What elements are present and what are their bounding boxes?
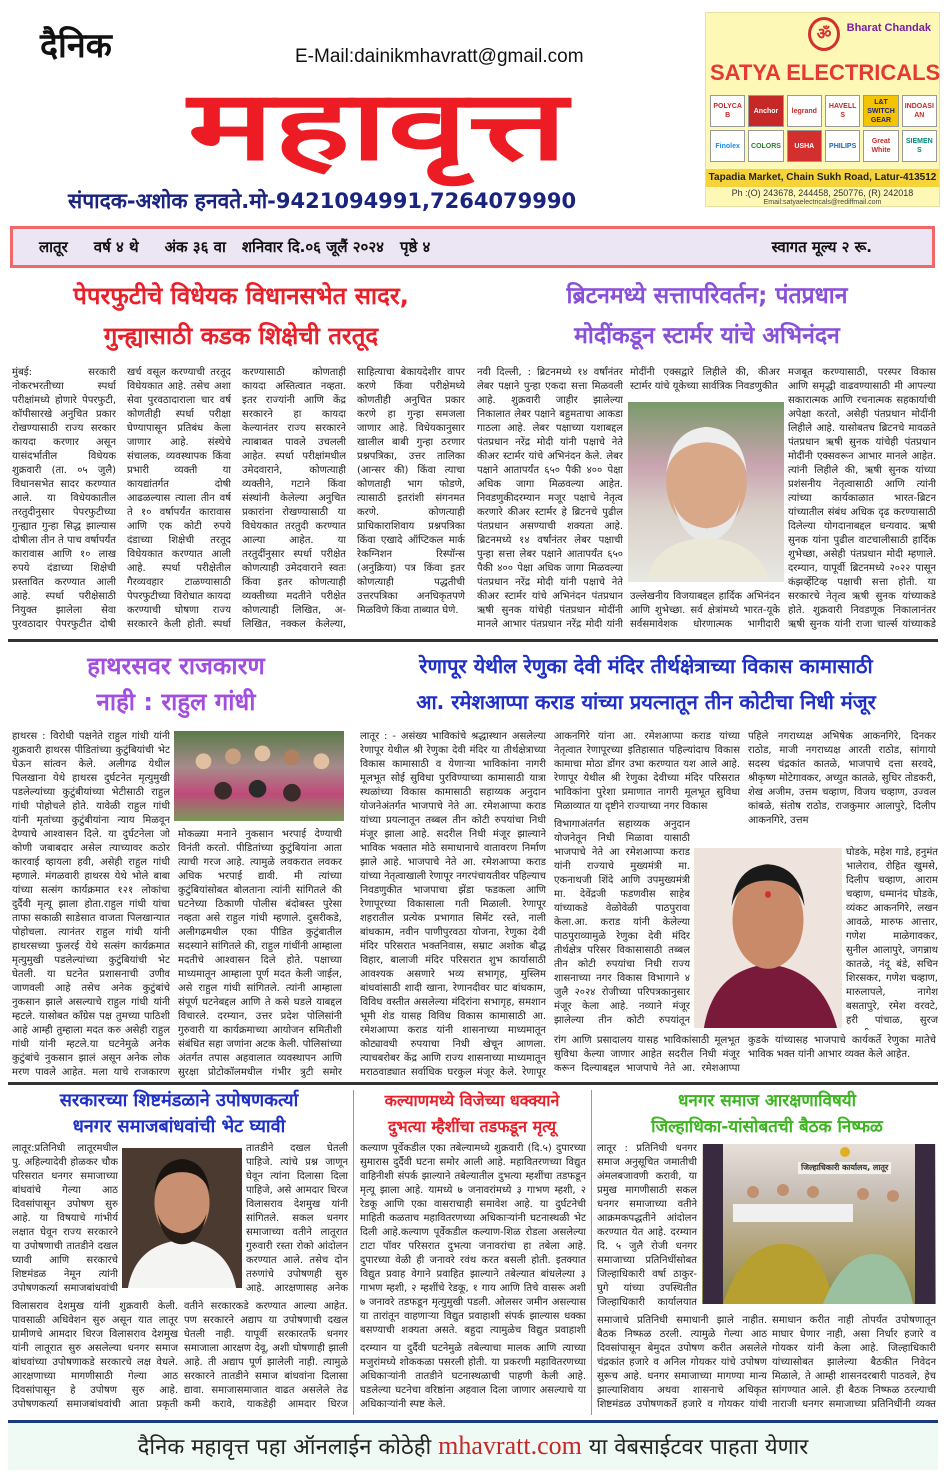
article-column: लातूर : प्रतिनिधी धनगर समाज अनुसूचित जमातीची अंमलबजावणी करावी, या प्रमुख मागणीसाठी सकल धनगर समाजाच्या वतीने आक्रमकपद्धतीने आंदोलन करण्यात येत आहे. दरम्यान दि. ५ जुलै रोजी धनगर समाजाच्या प्रतिनिधींसोबत जिल्हाधिकारी वर्षा ठाकुर-घुगे यांच्या उपस्थितीत जिल्हाधिकारी कार्यालयात: [597, 1143, 697, 1308]
article-column: मुंबई: सरकारी नोकरभरतीच्या स्पर्धा परीक्षांमध्ये होणारे पेपरफुटी, कॉपीसारखे अनुचित प्रकार रोखण्यासाठी राज्य सरकार कायदा करणार असून यासंदर्भातील विधेयक शुक्रवारी (ता. ०५ जुलै) विधानसभेत सादर करण्यात आले. या विधेयकातील तरतुदीनुसार पेपरफुटीच्या गुन्ह्यात गुन्हा सिद्ध झाल्यास दोषीला तीन ते पाच वर्षापर्यंत कारावास आणि १० लाख रुपये दंडाच्या शिक्षेची प्रस्तावित करण्यात आली आहे. स्पर्धा परीक्षेसाठी नियुक्त झालेला सेवा पुरवठादार पेपरफुटीत दोषी: [12, 367, 116, 630]
headline-renapur: [352, 648, 940, 720]
photo-rahul-gandhi-meeting: [174, 731, 344, 821]
masthead-email[interactable]: E-Mail:dainikmhavratt@gmail.com: [295, 46, 584, 67]
photo-banner-text: जिल्हाधिकारी कार्यालय, लातूर: [798, 1162, 891, 1174]
brand-logo: INDOASIAN: [902, 95, 937, 127]
article-column: विलासराव देशमुख यांनी शुक्रवारी केली. पावसाळी अधिवेशन सुरु असून यात लातूर ग्रामीणचे आमदार धिरज विलासराव देशमुख यांनी लातूरात सुरु असलेल्या धनगर समाज बांधवांच्या उपोषणाकडे सरकारचे लक्ष वेधले. आरक्षणाच्या मागणीसाठी गेल्या आठ दिवसांपासून हे उपोषण सुरु आहे. उपोषणकर्त्या समाजबांधवांची आता प्रकृती: [12, 1301, 178, 1410]
brand-logo: L&T SWITCHGEAR: [863, 95, 898, 127]
brand-logo: SIEMENS: [902, 130, 937, 162]
section-divider: [8, 639, 938, 642]
article-column: समाधान करीत नाही तोपर्यंत उपोषणातून माघार घेणार नाही, असा निर्धार हजारे व गोयकर यांनी केला आहे. जिल्हाधिकारी यांच्यासोबत झालेल्या बैठकीत निवेदन मिळाले, ते आम्ही शासनदरबारी पाठवले, हेच सांगण्यात आले. ही बैठक निष्फळ ठरल्याची नाराजी धनगर समाजाच्या प्रतिनिधींनी व्यक्त: [772, 1315, 936, 1410]
article-column: मोकळ्या मनाने नुकसान भरपाई देण्याची विनंती करतो. पीडितांच्या कुटुंबियांना आता त्याची गरज आहे. त्यामुळे लवकरात लवकर अधिक भरपाई द्यावी. मी त्यांच्या कुटुंबियांसोबत बोलताना त्यांनी सांगितले की घटनेच्या ठिकाणी पोलीस बंदोबस्त पुरेसा नव्हता असे राहुल गांधी म्हणाले. दुसरीकडे, अलीगढमधील एका पीडित कुटुंबातील सदस्याने सांगितले की, राहुल गांधींनी आम्हाला मदतीचे आश्वासन दिले होते. पक्षाच्या माध्यमातून आम्हाला पूर्ण मदत केली जाईल, असे राहुल गांधी सांगितले. त्यांनी आम्हाला संपूर्ण घटनेबद्दल आणि ते कसे घडले याबद्दल विचारले. दरम्यान, उत्तर प्रदेश पोलिसांनी गुरुवारी या कार्यक्रमाच्या आयोजन समितीशी संबंधित सहा जणांना अटक केली. पोलिसांच्या अंतर्गत तपास अहवालात व्यवस्थापन आणि सुरक्षा प्रोटोकॉलमधील गंभीर त्रुटी समोर: [178, 829, 342, 1078]
headline-line: धनगर समाज आरक्षणाविषयी: [677, 1091, 857, 1111]
photo-collector-meeting: [702, 1144, 936, 1304]
issue-city: लातूर: [39, 238, 68, 256]
article-column: मोदींनी एक्सद्वारे लिहीले की, कीअर स्टार्मर यांचे यूकेच्या सार्वत्रिक निवडणुकीत: [630, 367, 780, 392]
column-divider: [591, 1090, 592, 1415]
article-column: मजबूत करण्यासाठी, परस्पर विकास आणि समृद्धी वाढवण्यासाठी मी आपल्या सकारात्मक आणि रचनात्मक सहकार्याची अपेक्षा करतो, असेही पंतप्रधान मोदींनी लिहीले आहे. यासोबतच ब्रिटनचे मावळते पंतप्रधान ऋषी सुनक यांचेही पंतप्रधान मोदींनी एक्सवरून आभार मानले आहेत. त्यांनी लिहीले की, ऋषी सुनक यांच्या प्रशंसनीय नेतृत्वासाठी आणि त्यांनी त्यांच्या कार्यकाळात भारत-ब्रिटन यांच्यातील संबंध अधिक दृढ करण्यासाठी दिलेल्या योगदानाबद्दल धन्यवाद. ऋषी सुनक यांना पुढील वाटचालीसाठी हार्दिक शुभेच्छा, असेही पंतप्रधान मोदी म्हणाले. दरम्यान, यापूर्वी ब्रिटनमध्ये २०२२ पासून कंझर्व्हेटिव्ह पक्षाची सत्ता होती. या सरकारचे नेतृत्व ऋषी सुनक यांच्याकडे होते. शुक्रवारी निवडणूक निकालानंतर ऋषी सुनक यांनी राजा चार्ल्स यांच्याकडे: [788, 367, 936, 630]
issue-pages: पृष्ठे ४: [399, 238, 431, 256]
headline-hathras: [10, 648, 342, 720]
issue-year: वर्ष ४ थे: [93, 238, 139, 256]
article-column: लातूर : - असंख्य भाविकांचे श्रद्धास्थान असलेल्या रेणापूर येथील श्री रेणुका देवी मंदिर या तीर्थक्षेत्राच्या विकास कामासाठी व येणाऱ्या भाविकांना नागरी मूलभूत सोई सुविधा पुरविण्याच्या कामासाठी यात्रा स्थळांच्या विकास कामासाठी सहाय्यक अनुदान योजनेअंतर्गत भाजपाचे नेते आ. रमेशआप्पा कराड यांच्या प्रयत्नातून तब्बल तीन कोटी रुपयांचा निधी मंजूर झाला आहे. सदरील निधी मंजूर झाल्याने भाविक भक्तात मोठे समाधानाचे वातावरण निर्माण झाले आहे. भाजपाचे नेते आ. रमेशआप्पा कराड यांच्या नेतृत्वाखाली रेणापूर नगरपंचायतीवर पहिल्याच निवडणुकीत भाजपाचा झेंडा फडकला आणि रेणापूरच्या विकासाला गती मिळाली. रेणापूर शहरातील प्रत्येक प्रभागात सिमेंट रस्ते, नाली बांधकाम, नवीन पाणीपुरवठा योजना, रेणुका देवी मंदिर परिसरात भक्तनिवास, सम्राट अशोक बौद्ध विहार, बालाजी मंदिर परिसरात शुभ कार्यासाठी आवश्यक असणारे भव्य सभागृह, मुस्लिम बांधवांसाठी शादी खाना, रेणानदीवर घाट बांधकाम, विविध वस्तीत असलेल्या मंदिरांना सभागृह, समशान भूमी शेड यासह विविध विकास कामासाठी आ. रमेशआप्पा कराड यांनी शासनाच्या माध्यमातून कोट्यावधी रुपयाचा निधी खेचून आणला. त्याचबरोबर केंद्र आणि राज्य शासनाच्या माध्यमातून मराठवाड्यात सर्वाधिक घरकुल मंजूर केले. रेणापूर: [360, 731, 546, 1078]
headline-line: पेपरफुटीचे विधेयक विधानसभेत सादर,: [73, 282, 409, 310]
headline-line: आ. रमेशआप्पा कराड यांच्या प्रयत्नातून तीन कोटीचा निधी मंजूर: [416, 690, 876, 714]
brand-logo: POLYCAB: [710, 95, 745, 127]
newspaper-logo-text: महावृत्त: [187, 70, 568, 182]
ad-phone: Ph :(O) 243678, 244458, 250776, (R) 242018: [731, 188, 914, 198]
article-column: कुडके यांच्यासह भाजपाचे कार्यकर्ते रेणुका मातेचे भाविक भक्त यांनी आभार व्यक्त केले आहेत.: [748, 1035, 936, 1060]
headline-britain: [476, 276, 938, 356]
headline-dhangar-meeting: [594, 1088, 940, 1140]
footer-text-before: दैनिक महावृत्त पहा ऑनलाईन कोठेही: [137, 1435, 432, 1460]
article-column: हाथरस : विरोधी पक्षनेते राहुल गांधी यांनी शुक्रवारी हाथरस पीडितांच्या कुटुंबियांची भेट घेऊन सांत्वन केले. अलीगढ येथील पिलखाना येथे हाथरस दुर्घटनेत मृत्युमुखी पडलेल्यांच्या कुटुंबीयांच्या भेटीसाठी राहुल गांधी पोहोचले होते. यावेळी राहुल गांधी यांनी मृतांच्या कुटुंबीयांना न्याय मिळवून देण्याचे आश्वासन दिले. या दुर्घटनेला जो कोणी जबाबदार असेल त्याच्यावर कठोर कारवाई व्हायला हवी, असेही राहुल गांधी म्हणाले. मंगळवारी हाथरस येथे भोले बाबा यांच्या सत्संग कार्यक्रमात १२१ लोकांचा दुर्दैवी मृत्यू झाला होता.राहुल गांधी यांचा ताफा सकाळी साडेसात वाजता पिलखान्यात पोहोचला. त्यानंतर राहुल गांधी यांनी हाथरसच्या फुलरई येथे सत्संग कार्यक्रमात मृत्युमुखी पडलेल्यांच्या कुटुंबियांची भेट घेतली. या घटनेत प्रशासनाची उणीव जाणवली आहे तसेच अनेक कुटुंबांचे नुकसान झाले असल्याचे राहुल गांधी यांनी म्हटले. यासोबत काँग्रेस पक्ष तुमच्या पाठिशी आहे आम्ही तुम्हाला मदत करु असेही राहुल गांधी यांनी म्हटले.या घटनेमुळे अनेक कुटुंबांचे नुकसान झालं असून अनेक लोक मरण पावले आहेत. मला याचे राजकारण: [12, 731, 170, 1078]
ad-address: Tapadia Market, Chain Sukh Road, Latur-413512: [706, 169, 939, 187]
article-column: पहिले नगराध्यक्ष अभिषेक आकनगिरे, दिनकर राठोड, माजी नगराध्यक्ष आरती राठोड, सांगायो सदस्य चंद्रकांत कातळे, भाजपाचे दत्ता सरवदे, श्रीकृष्ण मोटेगावकर, अच्युत कातळे, सुधिर तोडकरी, शेख अजीम, उत्तम चव्हाण, विजय चव्हाण, उज्वल कांबळे, संतोष राठोड, राजकुमार आलापुरे, दिलीप आकनगिरे, उत्तम: [748, 731, 936, 826]
headline-line: मोदींकडून स्टार्मर यांचे अभिनंदन: [574, 323, 840, 349]
footer-text-after: या वेबसाईटवर पाहता येणार: [588, 1435, 809, 1460]
headline-line: सरकारच्या शिष्टमंडळाने उपोषणकर्त्या: [59, 1090, 299, 1111]
advertisement-satya-electricals: [705, 12, 940, 207]
article-column: दरम्यान या दुर्दैवी घटनेमुळे तबेल्याचा मालक आणि त्याच्या मजुरांमध्ये शोककळा पसरली होती. या प्रकरणी महावितरणच्या अधिकाऱ्यांनी तातडीने घटनास्थळाची पाहणी केली आहे. घडलेल्या घटनेचा वरिष्ठांना अहवाल दिला जाणार असल्याचे या अधिकाऱ्यांनी स्पष्ट केले.: [360, 1343, 586, 1410]
headline-line: रेणापूर येथील रेणुका देवी मंदिर तीर्थक्षेत्राच्या विकास कामासाठी: [419, 654, 873, 678]
photo-rameshappa-karad: [694, 848, 842, 1028]
headline-line: ब्रिटनमध्ये सत्तापरिवर्तन; पंतप्रधान: [566, 283, 848, 309]
issue-info-bar: [10, 226, 935, 268]
headline-dhangar-delegation: [8, 1088, 350, 1140]
website-link[interactable]: mhavratt.com: [438, 1431, 582, 1460]
footer-banner: [8, 1420, 938, 1470]
brand-logo: Anchor: [748, 95, 783, 127]
article-column: समाजाचे प्रतिनिधी समाधानी झाले नाहीत. बैठक निष्फळ ठरली. त्यामुळे गेल्या आठ दिवसांपासून बेमुदत उपोषण करीत असलेले चंद्रकांत हजारे व अनिल गोयकर यांचे उपोषण सुरूच आहे. धनगर समाजाच्या मागण्या मान्य झाल्याशिवाय अथवा शासनाचे अधिकृत शिष्टमंडळ उपोषणकर्ते हजारे व गोयकर यांची: [597, 1315, 767, 1410]
brand-logo: HAVELLS: [825, 95, 860, 127]
brand-logo: Great White: [863, 130, 898, 162]
headline-line: दुभत्या म्हैशींचा तडफडून मृत्यू: [387, 1117, 557, 1136]
om-emblem-icon: ॐ: [808, 17, 840, 51]
brand-logo: legrand: [787, 95, 822, 127]
article-column: रांग आणि प्रसादालय यासह भाविकांसाठी मूलभूत सुविधा केल्या जाणार आहेत सदरील निधी मंजूर करून दिल्याबद्दल भाजपाचे नेते आ. रमेशआप्पा: [554, 1035, 740, 1074]
ad-email: Email:satyaelectricals@rediffmail.com: [763, 199, 882, 206]
section-divider: [8, 1082, 938, 1085]
headline-line: धनगर समाजबांधवांची भेट घ्यावी: [72, 1116, 286, 1137]
ad-business-name: SATYA ELECTRICALS: [710, 60, 941, 85]
article-column: वतीने सरकारकडे करण्यात आल्या आहेत. पण सरकारने अद्याप या उपोषणाची दखल घेतली नाही. यापूर्वी सरकारतर्फे धनगर समाजाला आरक्षण देवू, अशी घोषणाही झाली आहे. ती अद्याप पूर्ण झालेली नाही. त्यामुळे सरकारने तातडीने समाज बांधवांना दिलासा द्यावा. समाजासमाजात वाढत असलेले तेढ कमी करावे, याकडेही आमदार धिरज: [184, 1301, 348, 1410]
headline-paper-leak: [10, 276, 472, 356]
brand-logo: Finolex: [710, 130, 745, 162]
article-column: लातूर:प्रतिनिधी लातूरमधील पु. अहिल्यादेवी होळकर चौक परिसरात धनगर समाजाच्या बांधवांचे गेल्या आठ दिवसांपासून उपोषण सुरु आहे. या विषयाचे गांभीर्य लक्षात घेवून राज्य सरकारने या उपोषणाची तातडीने दखल घ्यावी आणि सरकारचे शिष्टमंडळ नेमून त्यांनी उपोषणकर्त्या समाजबांधवांची: [12, 1143, 118, 1294]
portrait-illustration: [122, 1148, 242, 1288]
article-column: नवी दिल्ली, : ब्रिटनमध्ये १४ वर्षांनंतर लेबर पक्षाने पुन्हा एकदा सत्ता मिळवली आहे. शुक्रवारी जाहीर झालेल्या निकालात लेबर पक्षाने बहुमताचा आकडा गाठला आहे. लेबर पक्षाच्या यशाबद्दल पंतप्रधान नरेंद्र मोदी यांनी पक्षाचे नेते कीअर स्टार्मर यांचे अभिनंदन केले. लेबर पक्षाने आतापर्यंत ६५० पैकी ४०० पेक्षा अधिक जागा मिळवल्या आहेत. निवडणुकीदरम्यान मजूर पक्षाचे नेतृत्व करणारे कीअर स्टार्मर हे ब्रिटनचे पुढील पंतप्रधान असण्याची शक्यता आहे. ब्रिटनमध्ये १४ वर्षांनंतर लेबर पक्षाची पुन्हा सत्ता लेबर पक्षाने आतापर्यंत ६५० पैकी ४०० पेक्षा अधिक जागा मिळवल्या पंतप्रधान नरेंद्र मोदी यांनी पक्षाचे नेते कीअर स्टार्मर यांचे अभिनंदन पंतप्रधान ऋषी सुनक यांचेही पंतप्रधान मोदींनी मानले आभार पंतप्रधान नरेंद्र मोदी यांनी: [477, 367, 623, 630]
brand-logo: COLORS: [748, 130, 783, 162]
article-column: विभागाअंतर्गत सहाय्यक अनुदान योजनेतून निधी मिळावा यासाठी भाजपाचे नेते आ रमेशआप्पा कराड यांनी राज्याचे मुख्यमंत्री मा. एकनाथजी शिंदे आणि उपमुख्यमंत्री मा. देवेंद्रजी फडणवीस साहेब यांच्याकडे वेळोवेळी पाठपुरावा केला.आ. कराड यांनी केलेल्या पाठपुराव्यामुळे रेणुका देवी मंदिर तीर्थक्षेत्र परिसर विकासासाठी तब्बल तीन कोटी रुपयांचा निधी राज्य शासनाच्या नगर विकास विभागाने ४ जुलै २०२४ रोजीच्या परिपत्रकानुसार मंजूर केला आहे. नव्याने मंजूर झालेल्या तीन कोटी रुपयांतून: [554, 819, 690, 1026]
headline-line: हाथरसवर राजकारण: [87, 652, 265, 680]
headline-kalyan: [356, 1088, 588, 1140]
editor-line: संपादक-अशोक हनवते.मो-9421094991,7264079990: [68, 189, 577, 213]
issue-price: स्वागत मूल्य २ रू.: [771, 238, 872, 256]
issue-date: शनिवार दि.०६ जूलैं २०२४: [241, 238, 384, 256]
portrait-illustration: [628, 402, 784, 582]
article-column: उल्लेखनीय विजयाबद्दल हार्दिक अभिनंदन आणि शुभेच्छा. सर्व क्षेत्रांमध्ये भारत-यूके सर्वसमावेशक धोरणात्मक भागीदारी: [630, 591, 780, 630]
article-column: घोडके, महेश गाडे, हनुमंत भालेराव, रोहित खुमसे, दिलीप चव्हाण, आराम चव्हाण, धम्मानंद घोडके, व्यंकट आकनगिरे, लखन आवळे, मारुफ आत्तार, गणेश माळेगावकर, सुनील आलापुरे, जगन्नाथ कातळे, नंदू बंडे, सचिन शिरसकर, गणेश चव्हाण, मारुलापले, नागेश बसतापुरे, रमेश वरवटे, हरी पांचाळ, सुरज: [846, 847, 938, 1026]
ad-brand-grid: [710, 95, 937, 162]
article-column: करण्यासाठी कोणताही कायदा अस्तित्वात नव्हता. इतर राज्यांनी आणि केंद्र सरकारने हा कायदा केल्यानंतर राज्य सरकारने त्याबाबत पावले उचलली आहेत. स्पर्धा परीक्षांमधील उमेदवाराने, कोणत्याही व्यक्तीने, गटाने किंवा संस्थांनी केलेल्या अनुचित प्रकारांना रोखण्यासाठी या विधेयकात तरतुदी करण्यात आल्या आहेत. या तरतुदींनुसार स्पर्धा परीक्षेत कोणत्याही उमेदवाराने स्वतः किंवा इतर कोणत्याही व्यक्तीच्या मदतीने परीक्षेत कोणत्याही लिखित, अ-लिखित, नक्कल केलेल्या,: [242, 367, 346, 630]
article-column: कल्याण पूर्वेकडील एका तबेल्यामध्ये शुक्रवारी (दि.५) दुपारच्या सुमारास दुर्दैवी घटना समोर आली आहे. महावितरणच्या विद्युत वाहिनीशी संपर्क झाल्याने तबेल्यातील दुभत्या म्हशींचा तडफडून मृत्यू झाला आहे. यामध्ये ७ जनावरांमध्ये ३ गाभण म्हशी, २ रेडकू आणि एका वासराचाही समावेश आहे. या दुर्घटनेची माहिती कळताच महावितरणच्या अधिकाऱ्यांनी घटनास्थळी भेट दिली आहे.कल्याण पूर्वेकडील कल्याण-शिळ रोडला असलेल्या टाटा पॉवर परिसरात दुभत्या जनावरांचा हा तबेला आहे. दुपारच्या वेळी ही जनावरे रवंथ करत बसली होती. इतक्यात विद्युत प्रवाह वेगाने प्रवाहित झाल्याने तबेल्यात बांधलेल्या ३ गाभण म्हशी, २ म्हशींचे रेडकू, १ गाय आणि तिचे वासरू अशी ७ जनावरे तडफडून मृत्युमुखी पडली. ओलसर जमीन असल्यास या तारांतून वाहणाऱ्या विद्युत प्रवाहाशी संपर्क झाल्यास धक्का बसण्याची शक्यता असते. बहुदा त्यामुळेच विद्युत प्रवाहाशी: [360, 1143, 586, 1336]
article-column: साहित्याचा बेकायदेशीर वापर करणे किंवा परीक्षेमध्ये कोणतीही अनुचित प्रकार करणे हा गुन्हा समजला जाणार आहे. विधेयकानुसार खालील बाबी गुन्हा ठरणार प्रश्नपत्रिका, उत्तर तालिका (आन्सर की) किंवा त्याचा कोणताही भाग फोडणे, त्यासाठी इतरांशी संगनमत करणे. कोणत्याही प्राधिकाराशिवाय प्रश्नपत्रिका किंवा एखादे ऑप्टिकल मार्क रेकग्निशन रिस्पॉन्स (अनुक्रिया) पत्र किंवा इतर कोणत्याही पद्धतीची उत्तरपत्रिका अनधिकृतपणे मिळविणे किंवा ताब्यात घेणे.: [357, 367, 465, 616]
headline-line: नाही : राहुल गांधी: [96, 688, 256, 716]
headline-line: कल्याणमध्ये विजेच्या धक्क्याने: [384, 1091, 560, 1110]
article-column: आकनगिरे यांना आ. रमेशआप्पा कराड यांच्या नेतृत्वात रेणापूरच्या इतिहासात पहिल्यांदाच विकास कामाचा मोठा डोंगर उभा करण्यात यश आले आहे. रेणापूर येथील श्री रेणुका देवीच्या मंदिर परिसरात भाविकांना पुरेशा प्रमाणात नागरी मूलभूत सुविधा मिळाव्यात या दृष्टीने राज्याच्या नगर विकास: [554, 731, 740, 812]
ad-owner: Bharat Chandak: [846, 22, 931, 34]
column-divider: [353, 1090, 354, 1415]
issue-number: अंक ३६ वा: [164, 238, 226, 256]
portrait-illustration: [694, 848, 842, 1028]
brand-logo: PHILIPS: [825, 130, 860, 162]
headline-line: गुन्ह्यासाठी कडक शिक्षेची तरतूद: [103, 322, 379, 350]
article-column: तातडीने दखल घेतली पाहिजे. त्यांचे प्रश्न जाणून घेवून त्यांना दिलासा दिला पाहिजे, असे आमदार धिरज विलासराव देशमुख यांनी सांगितले. सकल धनगर समाजाच्या वतीने लातूरात गुरुवारी रस्ता रोको आंदोलन करण्यात आले. तसेच दोन तरुणांचे उपोषणही सुरु आहे. आरक्षणासह अनेक: [246, 1143, 348, 1294]
masthead: [0, 0, 700, 215]
photo-narendra-modi: [628, 402, 784, 582]
brand-logo: USHA: [787, 130, 822, 162]
masthead-prefix: दैनिक: [40, 26, 112, 66]
newspaper-logo: [70, 70, 685, 182]
headline-line: जिल्हाधिका-यांसोबतची बैठक निष्फळ: [651, 1117, 883, 1137]
group-illustration: [174, 731, 344, 821]
photo-dhiraj-deshmukh: [122, 1148, 242, 1288]
article-column: खर्च वसूल करण्याची तरतूद विधेयकात आहे. तसेच अशा सेवा पुरवठादाराला चार वर्ष कोणतीही स्पर्धा परीक्षा घेण्यापासून प्रतिबंध केला जाणार आहे. संस्थेचे संचालक, व्यवस्थापक किंवा प्रभारी व्यक्ती या कायद्यांतर्गत दोषी आढळल्यास त्याला तीन वर्ष ते १० वर्षापर्यंत कारावास आणि एक कोटी रुपये दंडाच्या शिक्षेची तरतूद विधेयकात करण्यात आली आहे. स्पर्धा परीक्षेतील गैरव्यवहार टाळण्यासाठी पेपरफुटीच्या विरोधात कायदा करण्याची घोषणा राज्य सरकारने केली होती. स्पर्धा: [127, 367, 231, 630]
